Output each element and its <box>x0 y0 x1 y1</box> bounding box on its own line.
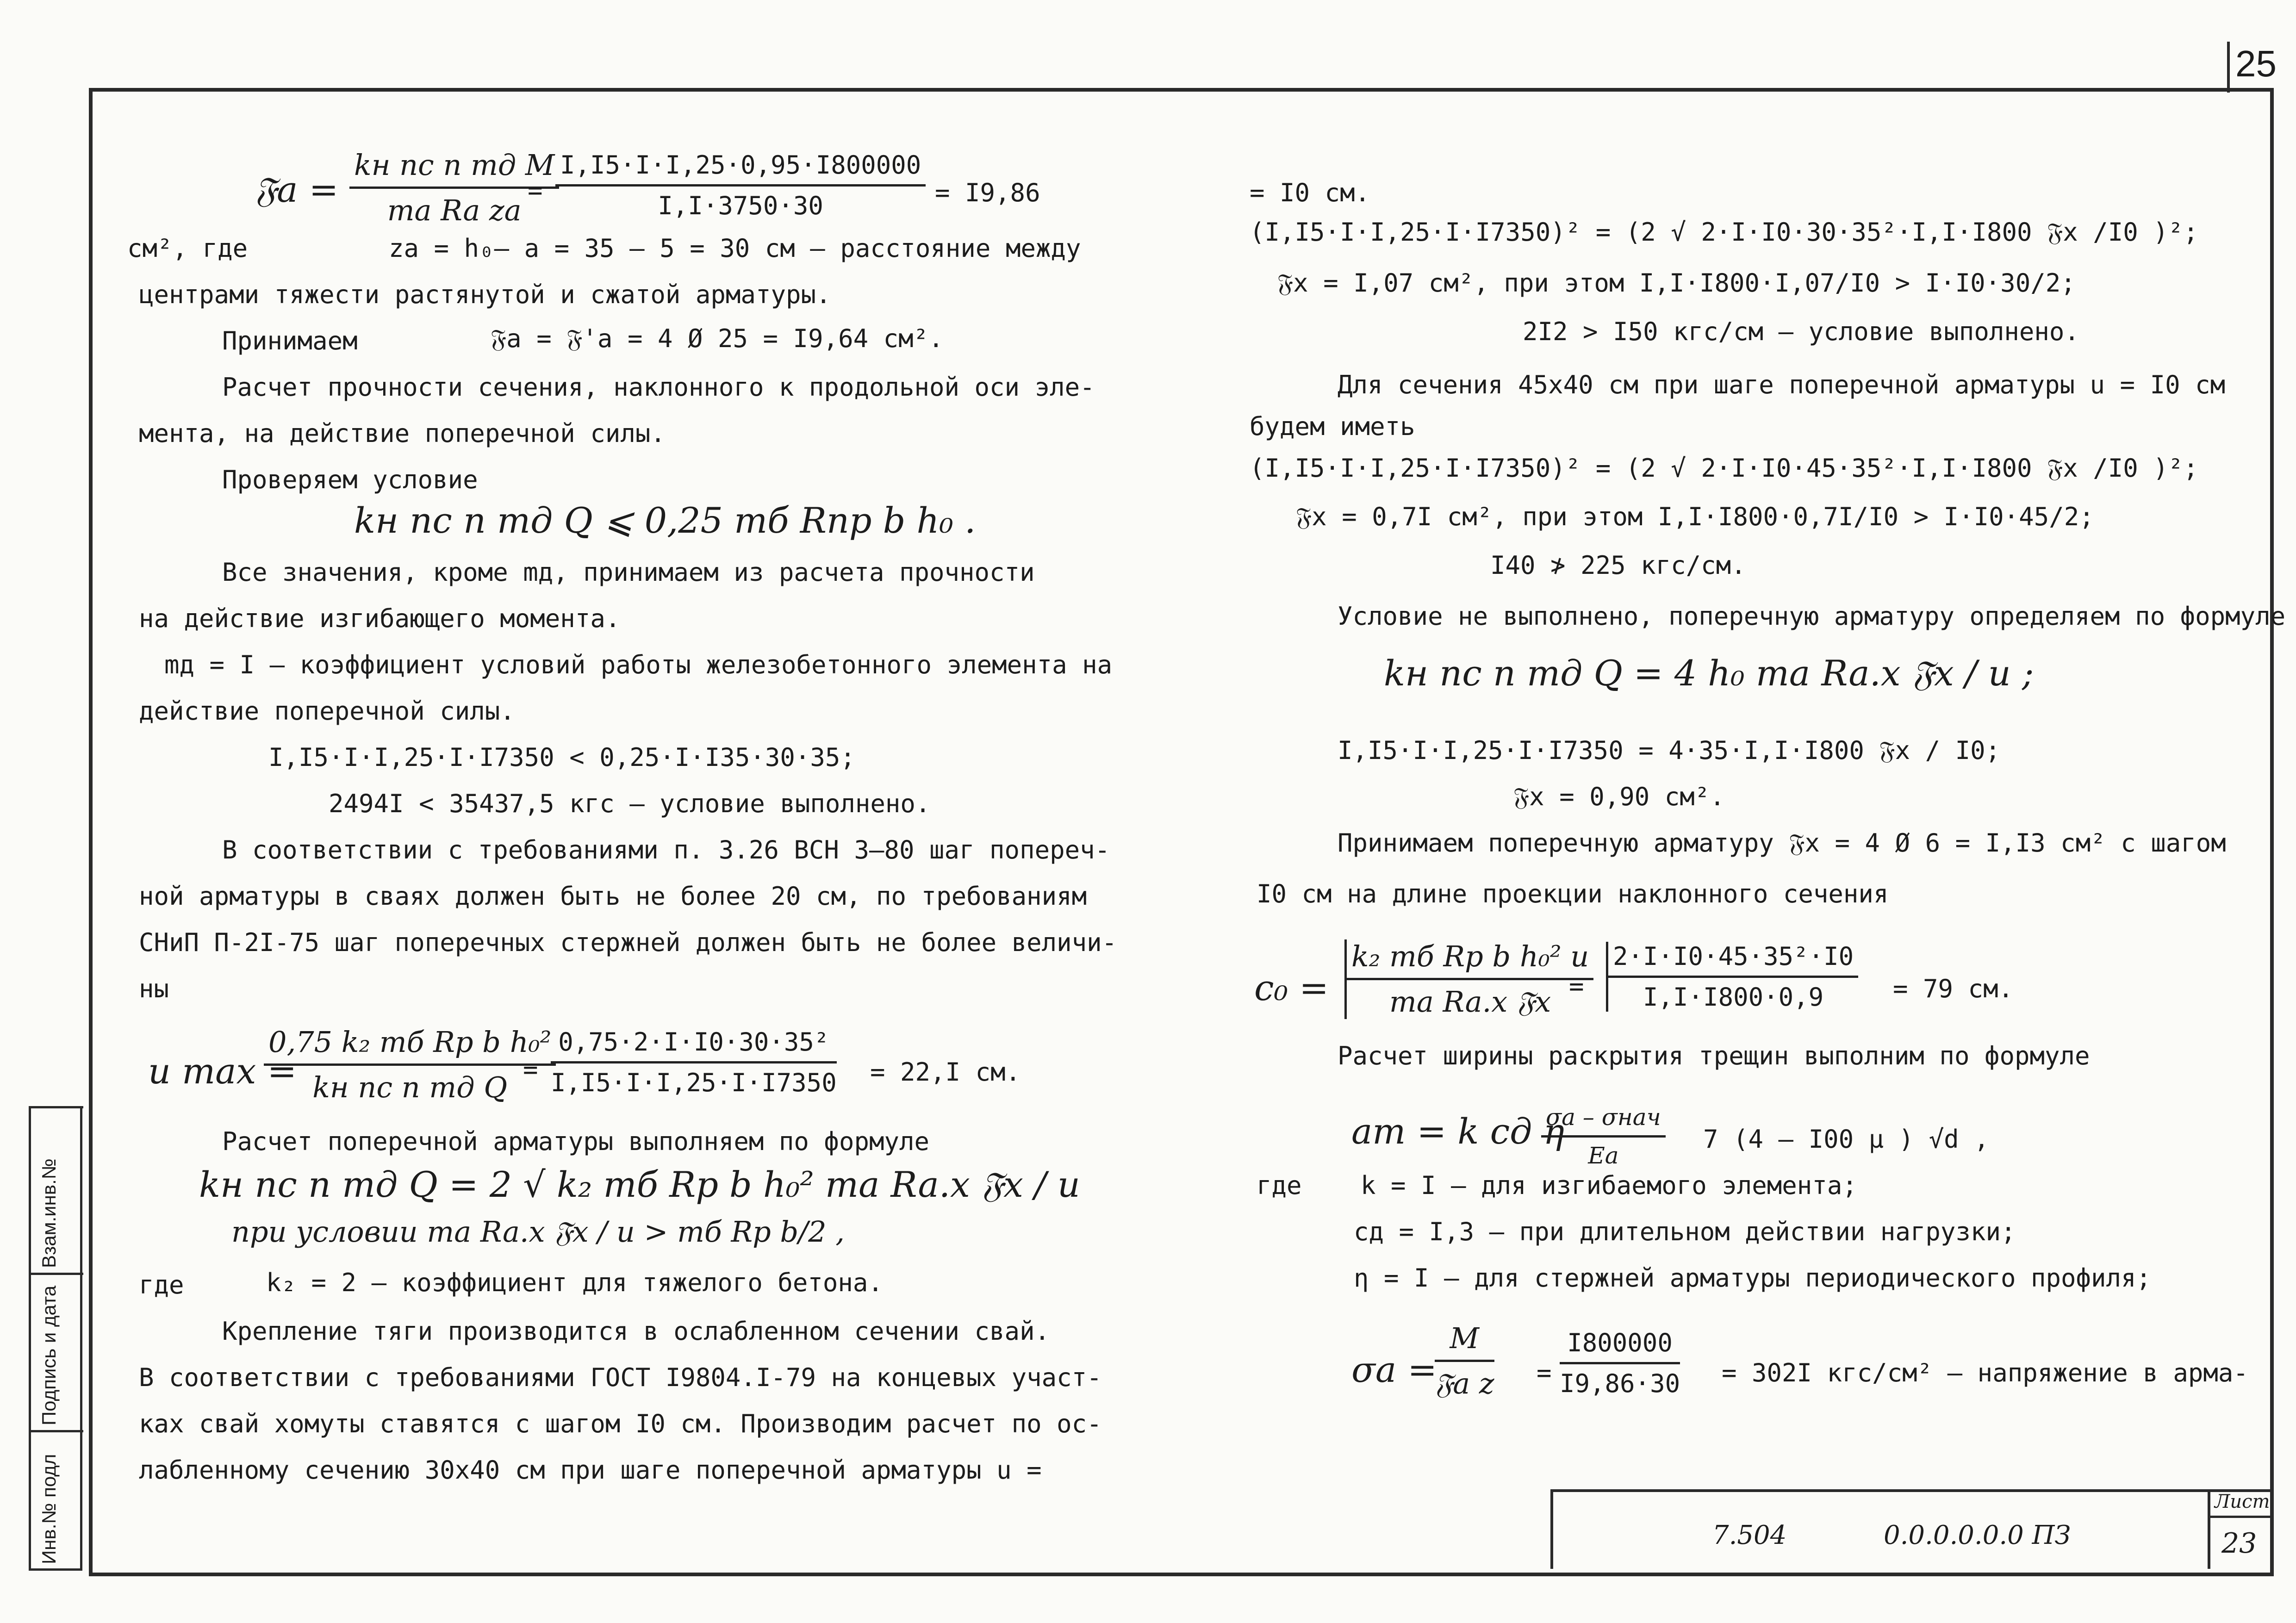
formula-crack-rhs: 7 (4 – I00 μ ) √d , <box>1703 1125 1989 1154</box>
formula1-values-num: I,I5·I·I,25·0,95·I800000 <box>555 150 926 187</box>
text-r12: I,I5·I·I,25·I·I7350 = 4·35·I,I·I800 𝔉x / I0; <box>1338 736 2001 765</box>
formula-condition-q: kн nc n mд Q ⩽ 0,25 mб Rпр b h₀ . <box>354 500 976 541</box>
stamp-sheet-number: 23 <box>2221 1527 2257 1560</box>
formula-crack-denominator: Ea <box>1588 1142 1619 1169</box>
text-r15: I0 см на длине проекции наклонного сечения <box>1257 879 1889 908</box>
text-l10: mд = I – коэффициент условий работы железобетонного элемента на <box>164 650 1113 679</box>
formula1-values-den: I,I·3750·30 <box>658 191 823 220</box>
formula2-numerator: 0,75 k₂ mб Rр b h₀² <box>264 1025 556 1066</box>
text-l5: мента, на действие поперечной силы. <box>139 419 666 448</box>
formula1-denominator: ma Ra za <box>387 193 522 227</box>
side-label-inv: Инв.№ подл <box>38 1454 60 1564</box>
text-r6: будем иметь <box>1250 412 1415 441</box>
text-r14: Принимаем поперечную арматуру 𝔉x = 4 Ø 6 = I,I3 см² с шагом <box>1338 828 2226 858</box>
formula1-numerator: kн nc n mд M <box>349 148 559 189</box>
formula2-result: = 22,I см. <box>870 1057 1021 1087</box>
text-l21a: где <box>139 1270 184 1300</box>
formula3-values-num: 2·I·I0·45·35²·I0 <box>1608 942 1858 978</box>
formula1-result: = I9,86 <box>935 178 1040 207</box>
formula4-values-den: I9,86·30 <box>1560 1369 1680 1398</box>
text-l6: Проверяем условие <box>222 465 478 494</box>
text-l2: центрами тяжести растянутой и сжатой арматуры. <box>139 280 831 309</box>
formula3-fraction <box>1344 939 1593 1019</box>
formula4-result: = 302I кгс/см² – напряжение в арма- <box>1722 1358 2248 1387</box>
text-r1: = I0 см. <box>1250 178 1370 207</box>
formula-crack-lhs: aт = k cд η <box>1351 1111 1565 1152</box>
text-l1b: za = h₀– a = 35 – 5 = 30 см – расстояние между <box>389 234 1081 263</box>
text-r9: I40 ≯ 225 кгс/см. <box>1490 551 1746 580</box>
text-r16: Расчет ширины раскрытия трещин выполним по формуле <box>1338 1041 2090 1070</box>
text-l17: ны <box>139 974 169 1003</box>
text-l4: Расчет прочности сечения, наклонного к продольной оси эле- <box>222 373 1095 402</box>
text-l1: см², где <box>127 234 248 263</box>
text-r3: 𝔉x = I,07 см², при этом I,I·I800·I,07/I0 > I·I0·30/2; <box>1277 268 2076 298</box>
text-r7: (I,I5·I·I,25·I·I7350)² = (2 √ 2·I·I0·45·35²·I,I·I800 𝔉x /I0 )²; <box>1250 454 2198 483</box>
text-l22: Крепление тяги производится в ослабленном сечении свай. <box>222 1317 1050 1346</box>
text-l9: на действие изгибающего момента. <box>139 604 621 633</box>
formula4-numerator: M <box>1435 1321 1494 1362</box>
text-r19: cд = I,3 – при длительном действии нагрузки; <box>1354 1217 2016 1246</box>
text-l23: В соответствии с требованиями ГОСТ I9804.I-79 на концевых участ- <box>139 1363 1102 1392</box>
formula4-denominator: 𝔉a z <box>1435 1367 1494 1400</box>
side-label-replace: Взам.инв.№ <box>38 1158 60 1268</box>
formula3-values-den: I,I·I800·0,9 <box>1643 983 1824 1012</box>
text-r13: 𝔉x = 0,90 см². <box>1513 782 1725 811</box>
formula4-eq: = <box>1537 1358 1552 1387</box>
formula1-eq: = <box>528 176 543 205</box>
text-r2: (I,I5·I·I,25·I·I7350)² = (2 √ 2·I·I0·30·35²·I,I·I800 𝔉x /I0 )²; <box>1250 218 2198 247</box>
text-l3b: 𝔉a = 𝔉'a = 4 Ø 25 = I9,64 см². <box>491 324 944 353</box>
formula2-values-num: 0,75·2·I·I0·30·35² <box>551 1027 837 1063</box>
text-l15: ной арматуры в сваях должен быть не более 20 см, по требованиям <box>139 882 1087 911</box>
formula2-denominator: kн nc n mд Q <box>312 1070 508 1104</box>
text-r8: 𝔉x = 0,7I см², при этом I,I·I800·0,7I/I0 > I·I0·45/2; <box>1296 502 2094 531</box>
formula2-values <box>551 1027 837 1097</box>
text-l8: Все значения, кроме mд, принимаем из расчета прочности <box>222 558 1035 587</box>
formula-shear-right: kн nc n mд Q = 4 h₀ ma Ra.x 𝔉x / u ; <box>1384 653 2034 694</box>
page-number-divider <box>2227 42 2230 93</box>
formula1-values <box>555 150 926 220</box>
text-l3a: Принимаем <box>222 326 358 355</box>
text-l11: действие поперечной силы. <box>139 696 515 726</box>
stamp-designation: 0.0.0.0.0.0 ПЗ <box>1884 1520 2071 1550</box>
formula4-lhs: σa = <box>1351 1349 1437 1390</box>
formula3-eq: = <box>1569 972 1584 1001</box>
stamp-sheet-label: Лист <box>2215 1491 2270 1512</box>
text-r4: 2I2 > I50 кгс/см – условие выполнено. <box>1523 317 2079 346</box>
text-r10: Условие не выполнено, поперечную арматуру определяем по формуле <box>1338 602 2286 631</box>
formula-crack-fraction <box>1541 1104 1666 1169</box>
side-label-sign: Подпись и дата <box>38 1285 60 1425</box>
formula3-result: = 79 см. <box>1893 974 2014 1003</box>
formula3-numerator: k₂ mб Rр b h₀² u <box>1347 939 1593 980</box>
formula4-values-num: I800000 <box>1560 1328 1680 1364</box>
text-r18a: где <box>1257 1171 1302 1200</box>
formula-condition-u: при условии ma Ra.x 𝔉x / u > mб Rр b/2 , <box>231 1215 845 1249</box>
text-r18b: k = I – для изгибаемого элемента; <box>1361 1171 1857 1200</box>
text-l24: ках свай хомуты ставятся с шагом I0 см. Производим расчет по ос- <box>139 1409 1102 1438</box>
text-r20: η = I – для стержней арматуры периодического профиля; <box>1354 1263 2152 1293</box>
formula2-eq: = <box>523 1055 538 1084</box>
formula-crack-numerator: σa – σнач <box>1541 1104 1666 1138</box>
formula3-values <box>1606 942 1858 1012</box>
text-l16: СНиП П-2I-75 шаг поперечных стержней должен быть не более величи- <box>139 928 1117 957</box>
formula3-lhs: c₀ = <box>1254 967 1329 1008</box>
stamp-code: 7.504 <box>1712 1520 1787 1550</box>
text-l13: 2494I < 35437,5 кгс – условие выполнено. <box>329 789 931 818</box>
text-l12: I,I5·I·I,25·I·I7350 < 0,25·I·I35·30·35; <box>268 743 855 772</box>
formula4-values <box>1560 1328 1680 1398</box>
formula-shear: kн nc n mд Q = 2 √ k₂ mб Rр b h₀² ma Ra.x 𝔉x / u <box>199 1164 1080 1205</box>
formula2-lhs: u max = <box>148 1051 297 1092</box>
formula1-lhs: 𝔉a = <box>255 169 339 210</box>
text-r5: Для сечения 45х40 см при шаге поперечной арматуры u = I0 см <box>1338 370 2226 399</box>
text-l25: лабленному сечению 30х40 см при шаге поперечной арматуры u = <box>139 1455 1042 1485</box>
text-l21b: k₂ = 2 – коэффициент для тяжелого бетона. <box>266 1268 883 1297</box>
side-stamp <box>29 1106 83 1573</box>
formula2-fraction <box>264 1025 556 1104</box>
text-l14: В соответствии с требованиями п. 3.26 ВСН 3–80 шаг попереч- <box>222 835 1110 864</box>
formula3-denominator: ma Ra.x 𝔉x <box>1389 985 1551 1019</box>
text-l18: Расчет поперечной арматуры выполняем по формуле <box>222 1127 930 1156</box>
page-number: 25 <box>2235 43 2277 84</box>
formula4-fraction <box>1435 1321 1494 1401</box>
formula2-values-den: I,I5·I·I,25·I·I7350 <box>551 1068 837 1097</box>
